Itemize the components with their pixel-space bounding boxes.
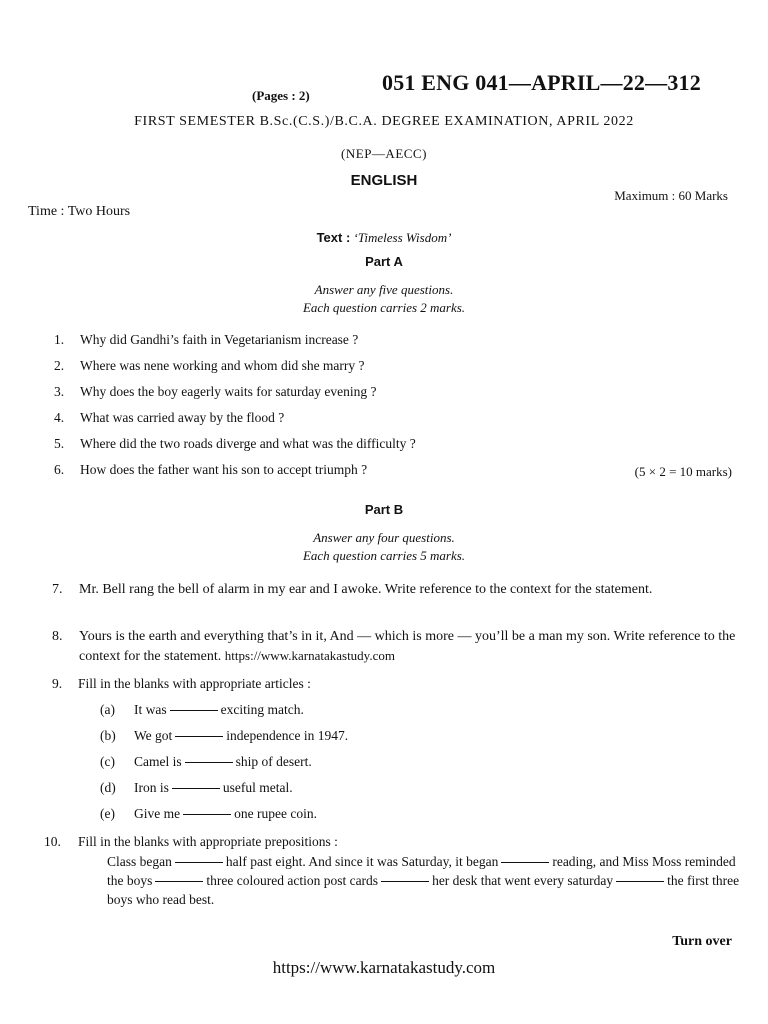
item-before: It was xyxy=(134,702,167,717)
scheme-label: (NEP—AECC) xyxy=(341,146,427,161)
question-number: 9. xyxy=(52,676,63,691)
footer-url: https://www.karnatakastudy.com xyxy=(272,958,496,977)
answer-blank xyxy=(175,736,223,737)
item-after: independence in 1947. xyxy=(226,728,349,743)
question-8 xyxy=(52,627,742,666)
question-number: 4. xyxy=(54,410,65,425)
page-count: (Pages : 2) xyxy=(252,88,310,103)
question-number: 7. xyxy=(52,582,63,597)
article-item-a xyxy=(100,702,304,718)
question-2 xyxy=(54,358,365,374)
question-number: 8. xyxy=(52,629,63,644)
question-number: 5. xyxy=(54,436,65,451)
turn-over-label: Turn over xyxy=(672,934,732,949)
text-line xyxy=(0,230,768,246)
subject-title: ENGLISH xyxy=(350,172,418,189)
question-1 xyxy=(54,332,358,348)
part-a-instruction-1: Answer any five questions. xyxy=(314,282,454,297)
question-text: Fill in the blanks with appropriate articles : xyxy=(78,676,311,691)
question-text: How does the father want his son to accept triumph ? xyxy=(80,462,368,477)
item-after: exciting match. xyxy=(220,702,304,717)
item-before: Give me xyxy=(134,806,181,821)
article-item-e xyxy=(100,806,317,822)
preposition-passage xyxy=(107,852,747,909)
answer-blank xyxy=(616,881,664,882)
question-text: Yours is the earth and everything that’s in it, And — which is more — you’ll be a man my son. Write reference to the context for the statement. xyxy=(79,629,736,664)
question-text: Where did the two roads diverge and what was the difficulty ? xyxy=(80,436,416,451)
question-text: Fill in the blanks with appropriate prepositions : xyxy=(78,834,338,849)
question-7 xyxy=(52,580,742,599)
text-title: ‘Timeless Wisdom’ xyxy=(353,230,452,245)
watermark-url: https://www.karnatakastudy.com xyxy=(224,648,395,663)
item-before: Camel is xyxy=(134,754,182,769)
item-before: We got xyxy=(134,728,173,743)
question-number: 3. xyxy=(54,384,65,399)
time-allowed: Time : Two Hours xyxy=(28,204,131,219)
passage-segment: the first three boys who read best. xyxy=(107,873,740,907)
part-b-instruction-1: Answer any four questions. xyxy=(313,530,455,545)
paper-code: 051 ENG 041—APRIL—22—312 xyxy=(382,70,701,95)
item-label: (b) xyxy=(100,728,116,743)
question-text: Why did Gandhi’s faith in Vegetarianism increase ? xyxy=(80,332,359,347)
question-10 xyxy=(44,834,338,850)
passage-segment: Class began xyxy=(107,854,172,869)
item-after: one rupee coin. xyxy=(234,806,317,821)
item-before: Iron is xyxy=(134,780,169,795)
answer-blank xyxy=(175,862,223,863)
question-number: 6. xyxy=(54,462,65,477)
item-after: useful metal. xyxy=(222,780,293,795)
part-b-instruction-2: Each question carries 5 marks. xyxy=(302,548,466,563)
answer-blank xyxy=(170,710,218,711)
answer-blank xyxy=(381,881,429,882)
passage-segment: her desk that went every saturday xyxy=(432,873,614,888)
question-4 xyxy=(54,410,284,426)
question-text: What was carried away by the flood ? xyxy=(80,410,285,425)
question-3 xyxy=(54,384,377,400)
max-marks: Maximum : 60 Marks xyxy=(614,188,728,203)
article-item-b xyxy=(100,728,348,744)
passage-segment: half past eight. And since it was Saturday, it began xyxy=(225,854,499,869)
text-label: Text : xyxy=(316,230,351,245)
item-label: (d) xyxy=(100,780,116,795)
answer-blank xyxy=(185,762,233,763)
question-number: 2. xyxy=(54,358,65,373)
question-5 xyxy=(54,436,416,452)
question-text: Mr. Bell rang the bell of alarm in my ear and I awoke. Write reference to the context for the statement. xyxy=(79,582,653,597)
item-label: (c) xyxy=(100,754,115,769)
part-a-marks: (5 × 2 = 10 marks) xyxy=(634,464,732,479)
answer-blank xyxy=(155,881,203,882)
item-label: (a) xyxy=(100,702,115,717)
passage-segment: three coloured action post cards xyxy=(206,873,379,888)
question-text: Why does the boy eagerly waits for saturday evening ? xyxy=(80,384,377,399)
article-item-d xyxy=(100,780,293,796)
item-label: (e) xyxy=(100,806,115,821)
question-9 xyxy=(52,676,311,692)
question-number: 1. xyxy=(54,332,65,347)
item-after: ship of desert. xyxy=(235,754,312,769)
part-b-title: Part B xyxy=(364,502,404,517)
answer-blank xyxy=(501,862,549,863)
passage-segment: reading, and Miss Moss reminded the boys xyxy=(107,854,736,888)
part-a-instruction-2: Each question carries 2 marks. xyxy=(302,300,466,315)
article-item-c xyxy=(100,754,312,770)
part-a-title: Part A xyxy=(365,254,403,269)
exam-title: FIRST SEMESTER B.Sc.(C.S.)/B.C.A. DEGREE EXAMINATION, APRIL 2022 xyxy=(134,114,634,129)
answer-blank xyxy=(172,788,220,789)
question-text: Where was nene working and whom did she marry ? xyxy=(80,358,365,373)
question-number: 10. xyxy=(44,834,61,849)
answer-blank xyxy=(183,814,231,815)
question-6 xyxy=(54,462,367,478)
